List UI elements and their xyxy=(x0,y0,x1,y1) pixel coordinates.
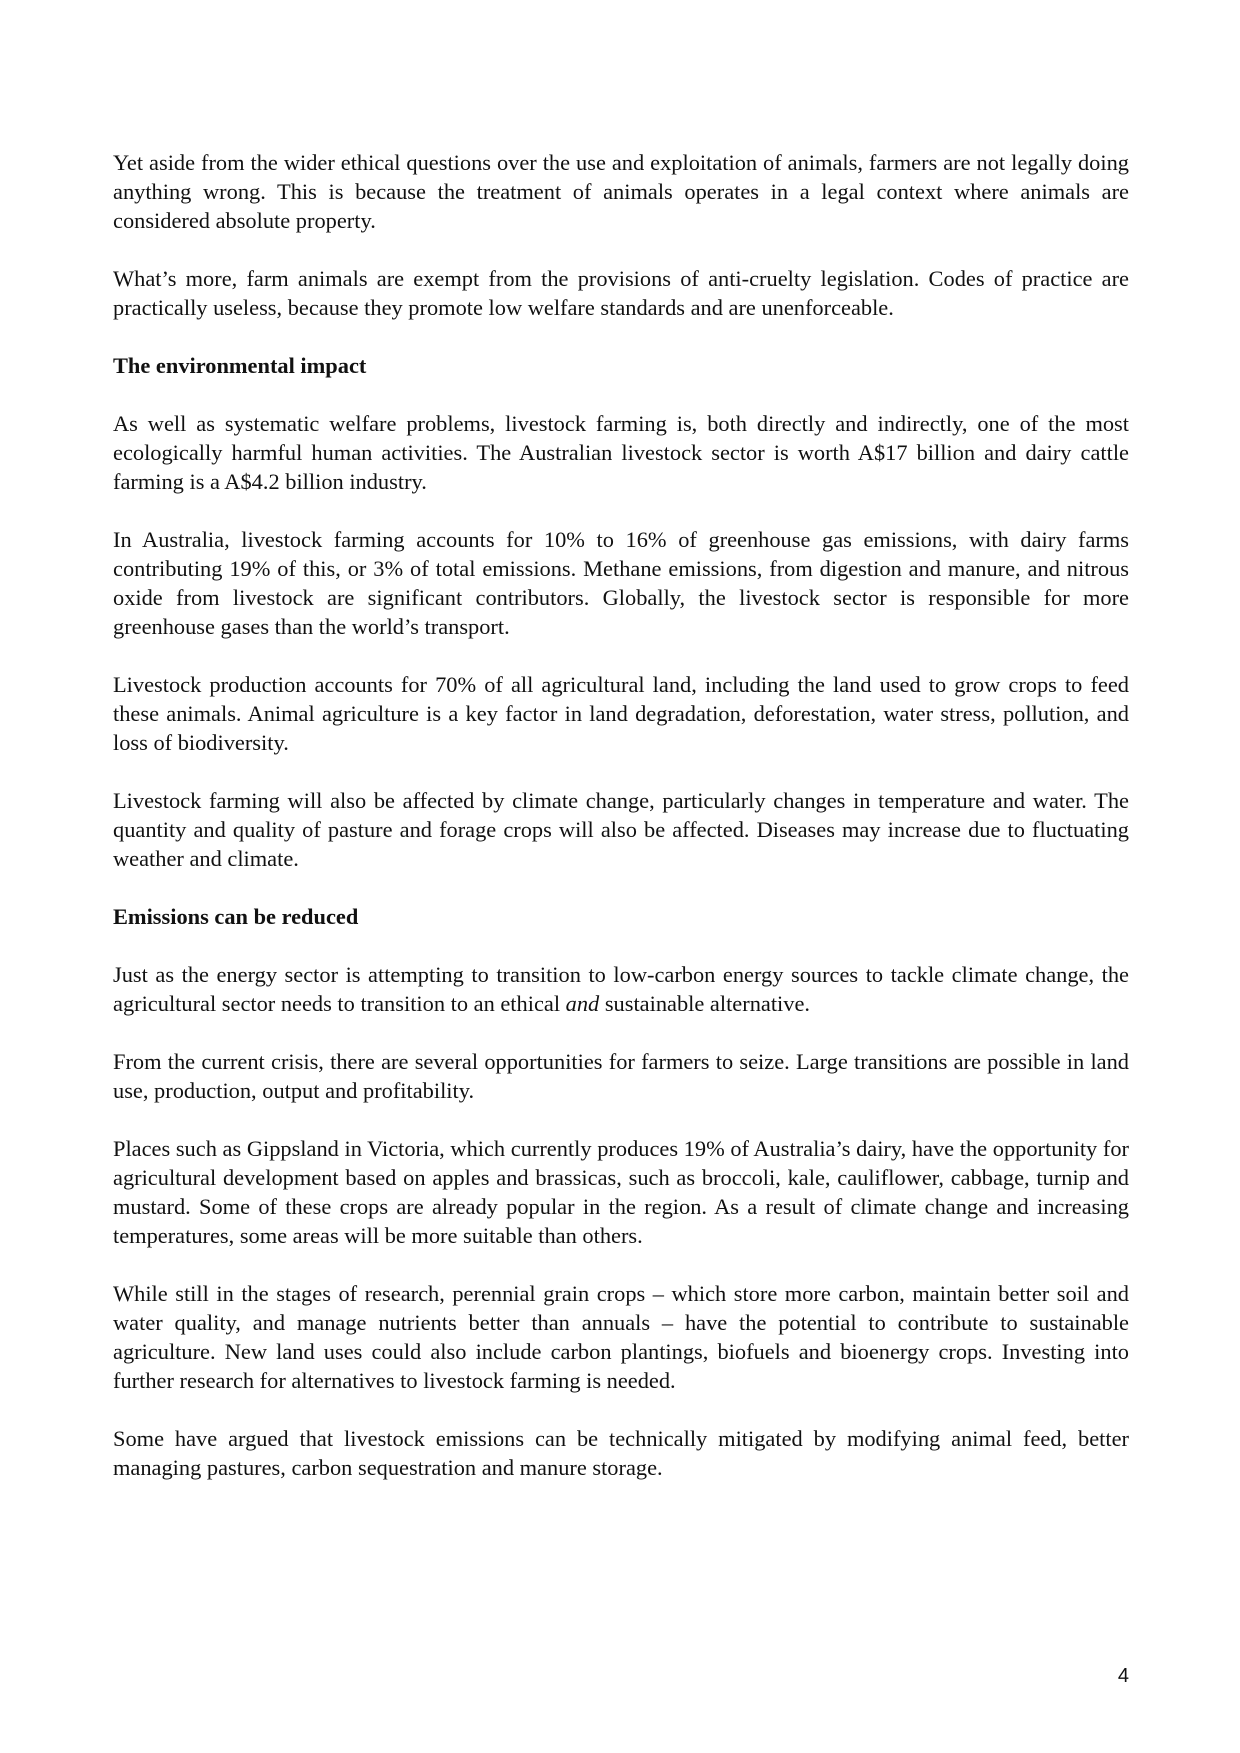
paragraph-climate-change-effects: Livestock farming will also be affected by climate change, particularly changes in temperature and water. The quantity and quality of pasture and forage crops will also be affected. Diseases may increase due to fluctuating weather and climate. xyxy=(113,788,1129,871)
paragraph-opportunities: From the current crisis, there are several opportunities for farmers to seize. Large transitions are possible in land use, production, output and profitability. xyxy=(113,1049,1129,1103)
document-page xyxy=(113,148,1129,1511)
page-number: 4 xyxy=(1117,1665,1129,1687)
paragraph-agricultural-land: Livestock production accounts for 70% of all agricultural land, including the land used to grow crops to feed these animals. Animal agriculture is a key factor in land degradation, deforestation, water stress, pollution, and loss of biodiversity. xyxy=(113,672,1129,755)
paragraph-gippsland: Places such as Gippsland in Victoria, which currently produces 19% of Australia’s dairy, have the opportunity for agricultural development based on apples and brassicas, such as broccoli, kale, cauliflower, cabbage, turnip and mustard. Some of these crops are already popular in the region. As a result of climate change and increasing temperatures, some areas will be more suitable than others. xyxy=(113,1136,1129,1248)
paragraph-greenhouse-emissions: In Australia, livestock farming accounts for 10% to 16% of greenhouse gas emissions, with dairy farms contributing 19% of this, or 3% of total emissions. Methane emissions, from digestion and manure, and nitrous oxide from livestock are significant contributors. Globally, the livestock sector is responsible for more greenhouse gases than the world’s transport. xyxy=(113,527,1129,639)
paragraph-transition-emphasis: and xyxy=(565,991,600,1016)
paragraph-mitigation: Some have argued that livestock emissions can be technically mitigated by modifying animal feed, better managing pastures, carbon sequestration and manure storage. xyxy=(113,1426,1129,1480)
heading-emissions-reduced: Emissions can be reduced xyxy=(113,904,359,929)
paragraph-transition xyxy=(113,960,1129,1018)
paragraph-legal-context: Yet aside from the wider ethical questions over the use and exploitation of animals, farmers are not legally doing anything wrong. This is because the treatment of animals operates in a legal context where animals are considered absolute property. xyxy=(113,150,1129,233)
paragraph-perennial-crops: While still in the stages of research, perennial grain crops – which store more carbon, maintain better soil and water quality, and manage nutrients better than annuals – have the potential to contribute to sustainable agriculture. New land uses could also include carbon plantings, biofuels and bioenergy crops. Investing into further research for alternatives to livestock farming is needed. xyxy=(113,1281,1129,1393)
paragraph-transition-text-start: Just as the energy sector is attempting to transition to low-carbon energy sources to tackle climate change, the agricultural sector needs to transition to an ethical xyxy=(113,962,1129,1016)
paragraph-anti-cruelty: What’s more, farm animals are exempt from the provisions of anti-cruelty legislation. Codes of practice are practically useless, because they promote low welfare standards and are unenforceable. xyxy=(113,266,1129,320)
paragraph-ecological-harm: As well as systematic welfare problems, livestock farming is, both directly and indirectly, one of the most ecologically harmful human activities. The Australian livestock sector is worth A$17 billion and dairy cattle farming is a A$4.2 billion industry. xyxy=(113,411,1129,494)
paragraph-transition-text-end: sustainable alternative. xyxy=(599,991,810,1016)
heading-environmental-impact: The environmental impact xyxy=(113,353,367,378)
